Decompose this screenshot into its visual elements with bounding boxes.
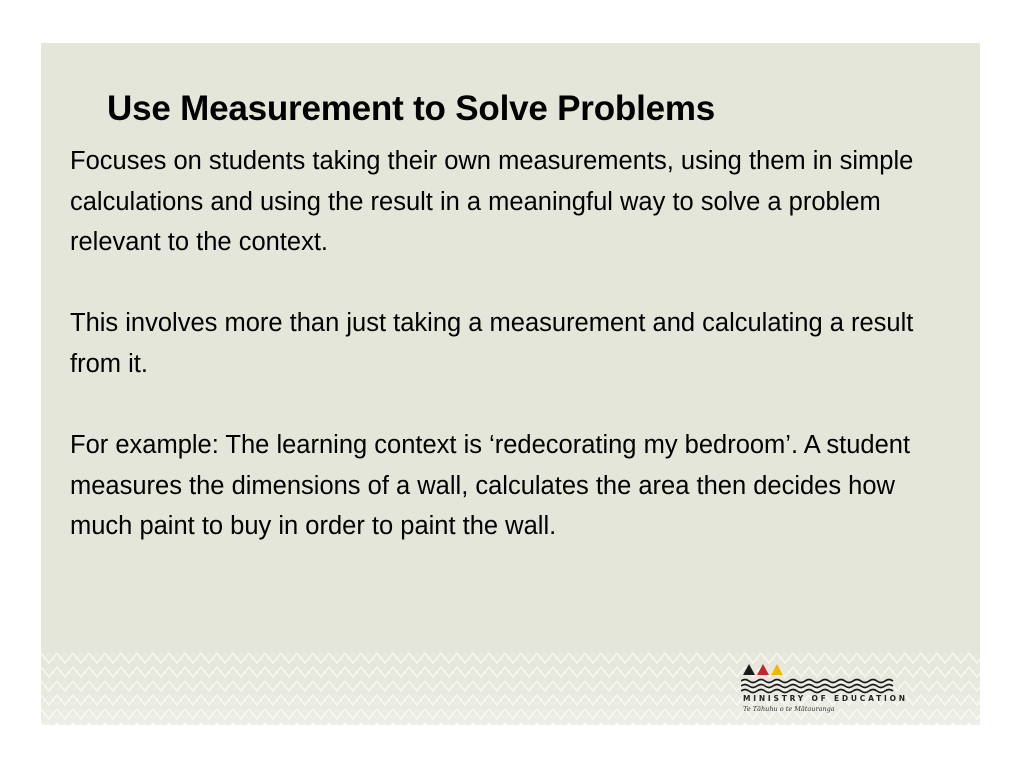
logo-name: MINISTRY OF EDUCATION <box>743 694 908 703</box>
slide-body <box>70 141 930 547</box>
paragraph-involves: This involves more than just taking a measurement and calculating a result from it. <box>70 309 914 378</box>
slide <box>41 43 980 725</box>
ministry-of-education-logo <box>741 661 911 719</box>
paragraph-spacer <box>70 263 930 304</box>
logo-subtitle: Te Tāhuhu o te Mātauranga <box>743 705 835 713</box>
paragraph-example: For example: The learning context is ‘redecorating my bedroom’. A student measures the dimensions of a wall, calculates the area then decides how much paint to buy in order to paint the wall. <box>70 431 911 541</box>
paragraph-focus: Focuses on students taking their own measurements, using them in simple calculations and using the result in a meaningful way to solve a problem relevant to the context. <box>70 147 914 257</box>
logo-mark-icon <box>741 661 901 695</box>
slide-title: Use Measurement to Solve Problems <box>107 89 716 128</box>
paragraph-spacer <box>70 385 930 426</box>
